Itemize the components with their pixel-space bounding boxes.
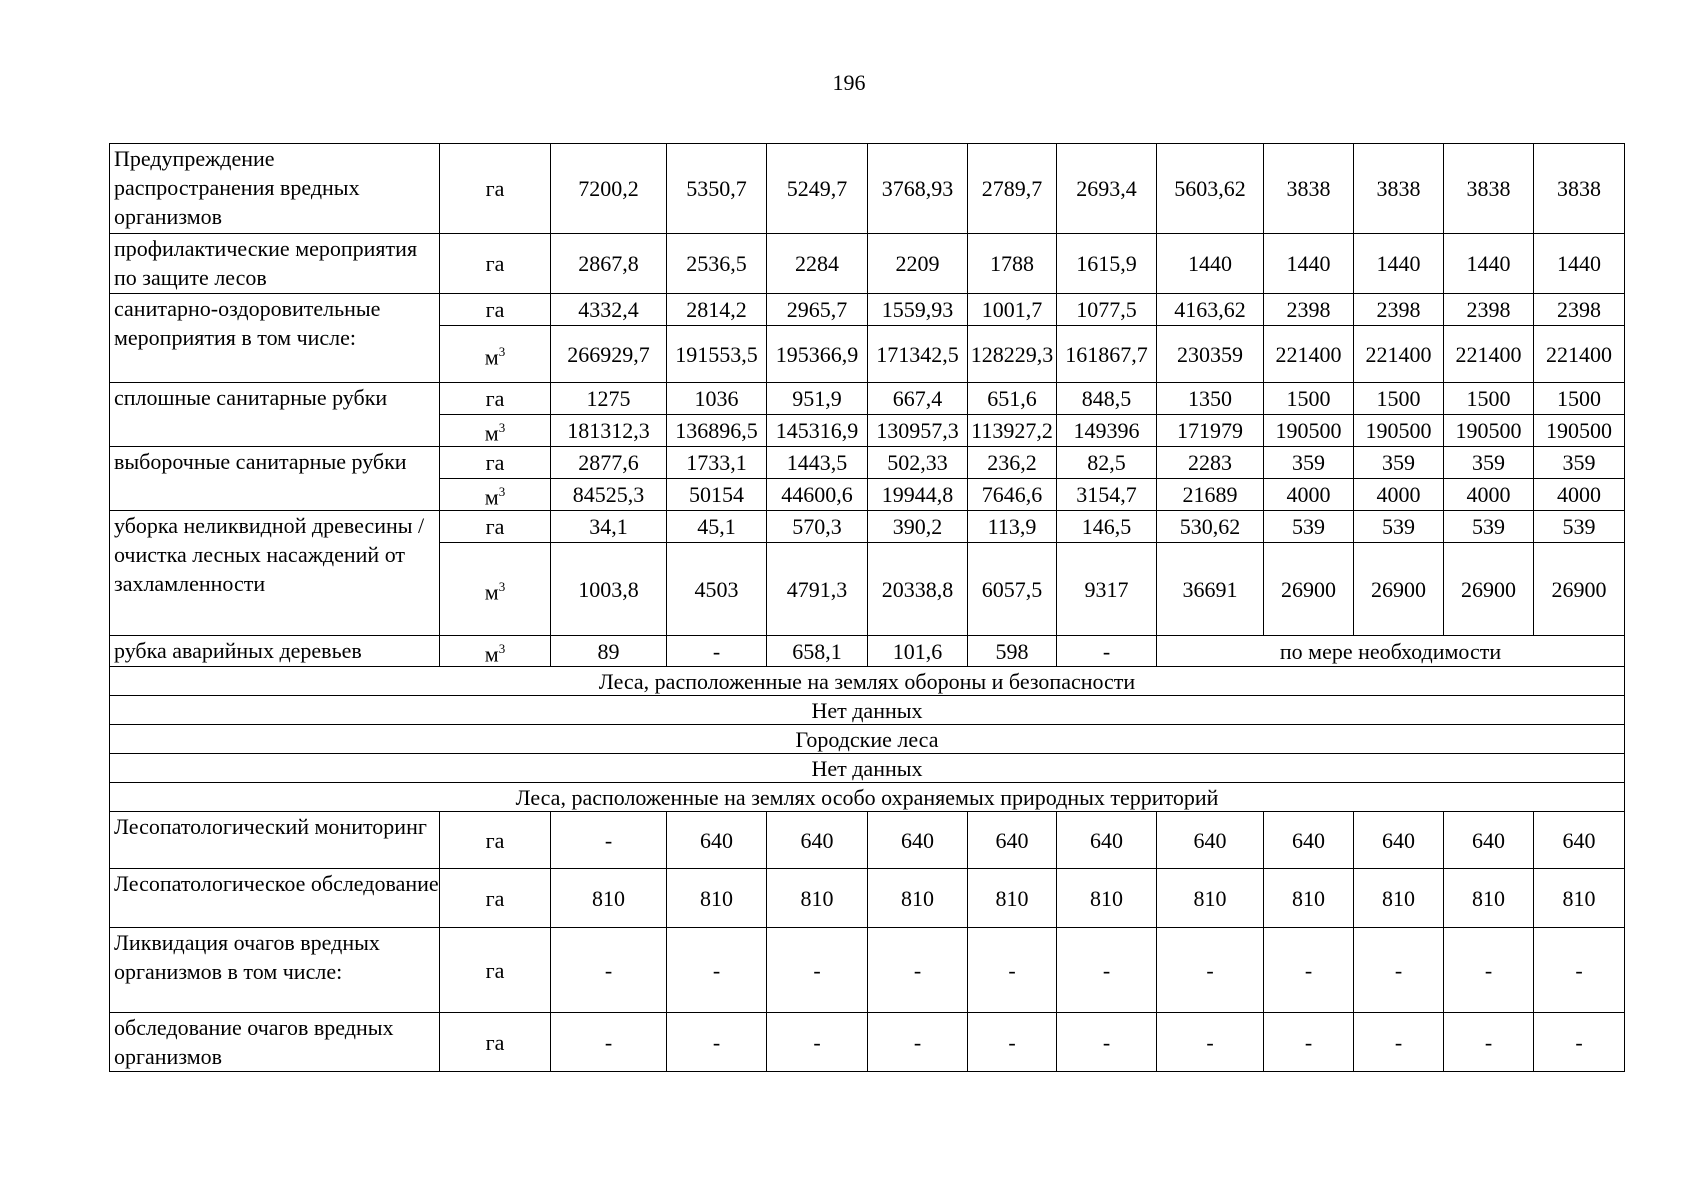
value-cell: 266929,7	[551, 326, 667, 383]
value-cell: 5249,7	[767, 144, 868, 234]
value-cell: 190500	[1354, 415, 1444, 447]
value-cell: 20338,8	[868, 543, 968, 636]
unit-cell: $м^3$	[440, 636, 551, 667]
table-row	[110, 725, 1625, 754]
value-cell: 130957,3	[868, 415, 968, 447]
value-cell: 810	[1354, 869, 1444, 928]
value-cell: 221400	[1444, 326, 1534, 383]
value-cell: 1440	[1157, 234, 1264, 294]
row-name: выборочные санитарные рубки	[110, 447, 440, 511]
value-cell: 1500	[1264, 383, 1354, 415]
value-cell: 4503	[667, 543, 767, 636]
note-cell: по мере необходимости	[1157, 636, 1625, 667]
value-cell: 570,3	[767, 511, 868, 543]
value-cell: 1788	[968, 234, 1057, 294]
value-cell: 359	[1264, 447, 1354, 479]
unit-superscript: 3	[498, 578, 506, 594]
value-cell: 640	[1534, 812, 1625, 869]
section-heading: Леса, расположенные на землях особо охраняемых природных территорий	[110, 783, 1625, 812]
value-cell: 810	[968, 869, 1057, 928]
unit-cell: га	[440, 383, 551, 415]
value-cell: 1001,7	[968, 294, 1057, 326]
value-cell: -	[667, 928, 767, 1013]
row-name: уборка неликвидной древесины / очистка лесных насаждений от захламленности	[110, 511, 440, 636]
value-cell: 1615,9	[1057, 234, 1157, 294]
value-cell: 190500	[1264, 415, 1354, 447]
value-cell: 4332,4	[551, 294, 667, 326]
value-cell: 2398	[1534, 294, 1625, 326]
value-cell: 171342,5	[868, 326, 968, 383]
value-cell: 2398	[1444, 294, 1534, 326]
value-cell: 1500	[1534, 383, 1625, 415]
value-cell: 539	[1264, 511, 1354, 543]
unit-cell: га	[440, 234, 551, 294]
value-cell: 810	[551, 869, 667, 928]
value-cell: 2283	[1157, 447, 1264, 479]
table-row	[110, 696, 1625, 725]
value-cell: 3838	[1534, 144, 1625, 234]
value-cell: 1275	[551, 383, 667, 415]
value-cell: 2209	[868, 234, 968, 294]
value-cell: 5603,62	[1157, 144, 1264, 234]
value-cell: 810	[1057, 869, 1157, 928]
value-cell: 113,9	[968, 511, 1057, 543]
value-cell: 230359	[1157, 326, 1264, 383]
row-name: обследование очагов вредных организмов	[110, 1013, 440, 1072]
value-cell: 2789,7	[968, 144, 1057, 234]
unit-cell: га	[440, 928, 551, 1013]
value-cell: 171979	[1157, 415, 1264, 447]
value-cell: 26900	[1444, 543, 1534, 636]
value-cell: -	[1534, 1013, 1625, 1072]
value-cell: -	[1057, 928, 1157, 1013]
unit-cell: $м^3$	[440, 543, 551, 636]
table-row	[110, 1013, 1625, 1072]
unit-cell: га	[440, 447, 551, 479]
table-row	[110, 667, 1625, 696]
value-cell: 359	[1354, 447, 1444, 479]
value-cell: 136896,5	[667, 415, 767, 447]
value-cell: -	[1264, 1013, 1354, 1072]
value-cell: 4000	[1354, 479, 1444, 511]
value-cell: -	[1157, 928, 1264, 1013]
value-cell: 26900	[1534, 543, 1625, 636]
value-cell: 810	[667, 869, 767, 928]
value-cell: 4000	[1264, 479, 1354, 511]
value-cell: -	[968, 928, 1057, 1013]
unit-superscript: 3	[498, 641, 506, 656]
value-cell: 2867,8	[551, 234, 667, 294]
value-cell: -	[968, 1013, 1057, 1072]
section-heading: Нет данных	[110, 754, 1625, 783]
value-cell: 4000	[1534, 479, 1625, 511]
row-name: сплошные санитарные рубки	[110, 383, 440, 447]
value-cell: -	[868, 928, 968, 1013]
value-cell: -	[551, 1013, 667, 1072]
value-cell: -	[667, 1013, 767, 1072]
value-cell: -	[767, 928, 868, 1013]
value-cell: 7646,6	[968, 479, 1057, 511]
page-number: 196	[832, 70, 866, 95]
value-cell: -	[1057, 1013, 1157, 1072]
value-cell: 34,1	[551, 511, 667, 543]
value-cell: 146,5	[1057, 511, 1157, 543]
value-cell: 810	[1444, 869, 1534, 928]
value-cell: 658,1	[767, 636, 868, 667]
value-cell: 640	[1157, 812, 1264, 869]
section-heading: Нет данных	[110, 696, 1625, 725]
value-cell: 4163,62	[1157, 294, 1264, 326]
table-row	[110, 383, 1625, 415]
value-cell: 221400	[1534, 326, 1625, 383]
value-cell: 640	[868, 812, 968, 869]
value-cell: 1440	[1444, 234, 1534, 294]
value-cell: 1733,1	[667, 447, 767, 479]
value-cell: 7200,2	[551, 144, 667, 234]
value-cell: 149396	[1057, 415, 1157, 447]
table-row	[110, 812, 1625, 869]
table-row	[110, 783, 1625, 812]
value-cell: 530,62	[1157, 511, 1264, 543]
value-cell: -	[1444, 928, 1534, 1013]
value-cell: 539	[1534, 511, 1625, 543]
value-cell: 539	[1354, 511, 1444, 543]
section-heading: Леса, расположенные на землях обороны и безопасности	[110, 667, 1625, 696]
value-cell: 2536,5	[667, 234, 767, 294]
table-body	[110, 144, 1625, 1072]
value-cell: 36691	[1157, 543, 1264, 636]
row-name: Лесопатологический мониторинг	[110, 812, 440, 869]
value-cell: 951,9	[767, 383, 868, 415]
value-cell: 810	[1534, 869, 1625, 928]
value-cell: 1500	[1354, 383, 1444, 415]
value-cell: 161867,7	[1057, 326, 1157, 383]
value-cell: 1500	[1444, 383, 1534, 415]
table-row	[110, 928, 1625, 1013]
value-cell: 113927,2	[968, 415, 1057, 447]
value-cell: 9317	[1057, 543, 1157, 636]
value-cell: 640	[1444, 812, 1534, 869]
unit-superscript: 3	[498, 420, 506, 436]
value-cell: 89	[551, 636, 667, 667]
value-cell: 101,6	[868, 636, 968, 667]
table-row	[110, 636, 1625, 667]
value-cell: 1036	[667, 383, 767, 415]
row-name: профилактические мероприятия по защите лесов	[110, 234, 440, 294]
value-cell: 236,2	[968, 447, 1057, 479]
value-cell: 1440	[1354, 234, 1444, 294]
value-cell: 502,33	[868, 447, 968, 479]
value-cell: -	[1157, 1013, 1264, 1072]
value-cell: 2284	[767, 234, 868, 294]
table-row	[110, 447, 1625, 479]
value-cell: 810	[767, 869, 868, 928]
value-cell: 810	[1157, 869, 1264, 928]
value-cell: 181312,3	[551, 415, 667, 447]
value-cell: -	[767, 1013, 868, 1072]
forest-protection-table	[109, 143, 1625, 1072]
value-cell: 1003,8	[551, 543, 667, 636]
unit-cell: га	[440, 869, 551, 928]
value-cell: 640	[667, 812, 767, 869]
unit-superscript: 3	[498, 343, 506, 359]
value-cell: 3838	[1264, 144, 1354, 234]
row-name: Предупреждение распространения вредных организмов	[110, 144, 440, 234]
value-cell: 26900	[1354, 543, 1444, 636]
value-cell: 651,6	[968, 383, 1057, 415]
value-cell: 640	[1057, 812, 1157, 869]
value-cell: -	[1354, 1013, 1444, 1072]
unit-cell: $м^3$	[440, 415, 551, 447]
value-cell: 2877,6	[551, 447, 667, 479]
value-cell: 2693,4	[1057, 144, 1157, 234]
value-cell: 848,5	[1057, 383, 1157, 415]
value-cell: 1077,5	[1057, 294, 1157, 326]
value-cell: 1350	[1157, 383, 1264, 415]
value-cell: 3838	[1444, 144, 1534, 234]
row-name: Ликвидация очагов вредных организмов в том числе:	[110, 928, 440, 1013]
unit-cell: $м^3$	[440, 326, 551, 383]
value-cell: 598	[968, 636, 1057, 667]
value-cell: 221400	[1264, 326, 1354, 383]
value-cell: -	[551, 812, 667, 869]
value-cell: 2398	[1354, 294, 1444, 326]
unit-cell: га	[440, 812, 551, 869]
value-cell: 3154,7	[1057, 479, 1157, 511]
value-cell: 145316,9	[767, 415, 868, 447]
value-cell: 191553,5	[667, 326, 767, 383]
value-cell: 19944,8	[868, 479, 968, 511]
value-cell: 190500	[1534, 415, 1625, 447]
value-cell: 84525,3	[551, 479, 667, 511]
unit-cell: $м^3$	[440, 479, 551, 511]
unit-cell: га	[440, 1013, 551, 1072]
table-row	[110, 294, 1625, 326]
value-cell: -	[1057, 636, 1157, 667]
value-cell: 810	[868, 869, 968, 928]
value-cell: 45,1	[667, 511, 767, 543]
value-cell: -	[667, 636, 767, 667]
value-cell: 195366,9	[767, 326, 868, 383]
value-cell: 26900	[1264, 543, 1354, 636]
value-cell: 390,2	[868, 511, 968, 543]
row-name: рубка аварийных деревьев	[110, 636, 440, 667]
value-cell: 1440	[1264, 234, 1354, 294]
unit-cell: га	[440, 294, 551, 326]
value-cell: 667,4	[868, 383, 968, 415]
value-cell: -	[1534, 928, 1625, 1013]
table-row	[110, 144, 1625, 234]
value-cell: -	[1354, 928, 1444, 1013]
value-cell: 3838	[1354, 144, 1444, 234]
value-cell: 128229,3	[968, 326, 1057, 383]
value-cell: 539	[1444, 511, 1534, 543]
value-cell: 359	[1444, 447, 1534, 479]
value-cell: 50154	[667, 479, 767, 511]
value-cell: 359	[1534, 447, 1625, 479]
table-row	[110, 754, 1625, 783]
value-cell: 3768,93	[868, 144, 968, 234]
value-cell: -	[1444, 1013, 1534, 1072]
value-cell: 1440	[1534, 234, 1625, 294]
value-cell: 221400	[1354, 326, 1444, 383]
table-row	[110, 869, 1625, 928]
row-name: санитарно-оздоровительные мероприятия в том числе:	[110, 294, 440, 383]
value-cell: -	[868, 1013, 968, 1072]
value-cell: 810	[1264, 869, 1354, 928]
value-cell: 6057,5	[968, 543, 1057, 636]
unit-superscript: 3	[498, 484, 506, 500]
value-cell: 21689	[1157, 479, 1264, 511]
value-cell: 2398	[1264, 294, 1354, 326]
value-cell: 44600,6	[767, 479, 868, 511]
value-cell: 1559,93	[868, 294, 968, 326]
value-cell: 82,5	[1057, 447, 1157, 479]
value-cell: 640	[968, 812, 1057, 869]
value-cell: 640	[1264, 812, 1354, 869]
value-cell: -	[1264, 928, 1354, 1013]
table-row	[110, 511, 1625, 543]
value-cell: 1443,5	[767, 447, 868, 479]
value-cell: 5350,7	[667, 144, 767, 234]
value-cell: 4791,3	[767, 543, 868, 636]
row-name: Лесопатологическое обследование	[110, 869, 440, 928]
table-row	[110, 234, 1625, 294]
value-cell: 190500	[1444, 415, 1534, 447]
unit-cell: га	[440, 144, 551, 234]
section-heading: Городские леса	[110, 725, 1625, 754]
value-cell: -	[551, 928, 667, 1013]
value-cell: 640	[767, 812, 868, 869]
value-cell: 640	[1354, 812, 1444, 869]
unit-cell: га	[440, 511, 551, 543]
value-cell: 2965,7	[767, 294, 868, 326]
value-cell: 4000	[1444, 479, 1534, 511]
value-cell: 2814,2	[667, 294, 767, 326]
